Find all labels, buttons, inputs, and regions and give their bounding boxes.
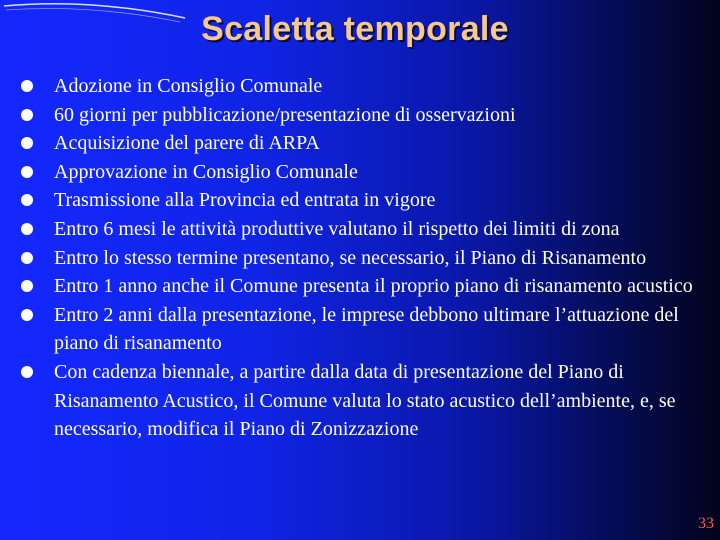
bullet-icon <box>21 109 33 121</box>
bullet-icon <box>21 80 33 92</box>
bullet-icon <box>21 223 33 235</box>
bullet-icon <box>21 166 33 178</box>
bullet-text: Entro 1 anno anche il Comune presenta il proprio piano di risanamento acustico <box>54 275 693 298</box>
bullet-text: 60 giorni per pubblicazione/presentazione di osservazioni <box>54 103 516 126</box>
bullet-item <box>0 158 720 187</box>
bullet-text: Adozione in Consiglio Comunale <box>54 75 323 97</box>
bullet-text: Approvazione in Consiglio Comunale <box>54 160 358 183</box>
bullet-text: Entro lo stesso termine presentano, se necessario, il Piano di Risanamento <box>54 246 647 269</box>
bullet-text: Entro 2 anni dalla presentazione, le imprese debbono ultimare l’attuazione del piano di risanamento <box>54 303 679 355</box>
page-number: 33 <box>698 515 714 532</box>
bullet-icon <box>21 280 33 292</box>
bullet-item <box>0 301 720 358</box>
bullet-item <box>0 272 720 301</box>
bullet-item <box>0 215 720 244</box>
bullet-item <box>0 358 720 444</box>
bullet-text: Acquisizione del parere di ARPA <box>54 132 320 155</box>
bullet-item <box>0 244 720 273</box>
bullet-item <box>0 101 720 130</box>
bullet-item <box>0 72 720 101</box>
bullet-text: Trasmissione alla Provincia ed entrata in vigore <box>54 189 436 212</box>
bullet-text: Con cadenza biennale, a partire dalla data di presentazione del Piano di Risanamento Acustico, il Comune valuta lo stato acustico dell’ambiente, e, se necessario, modifica il Piano di Zonizzazione <box>54 360 676 441</box>
bullet-list <box>0 72 720 444</box>
bullet-icon <box>21 194 33 206</box>
bullet-icon <box>21 137 33 149</box>
bullet-item <box>0 129 720 158</box>
bullet-text: Entro 6 mesi le attività produttive valutano il rispetto dei limiti di zona <box>54 217 620 240</box>
bullet-icon <box>21 366 33 378</box>
slide-title: Scaletta temporale <box>201 10 509 48</box>
bullet-item <box>0 186 720 215</box>
bullet-icon <box>21 252 33 264</box>
bullet-icon <box>21 309 33 321</box>
